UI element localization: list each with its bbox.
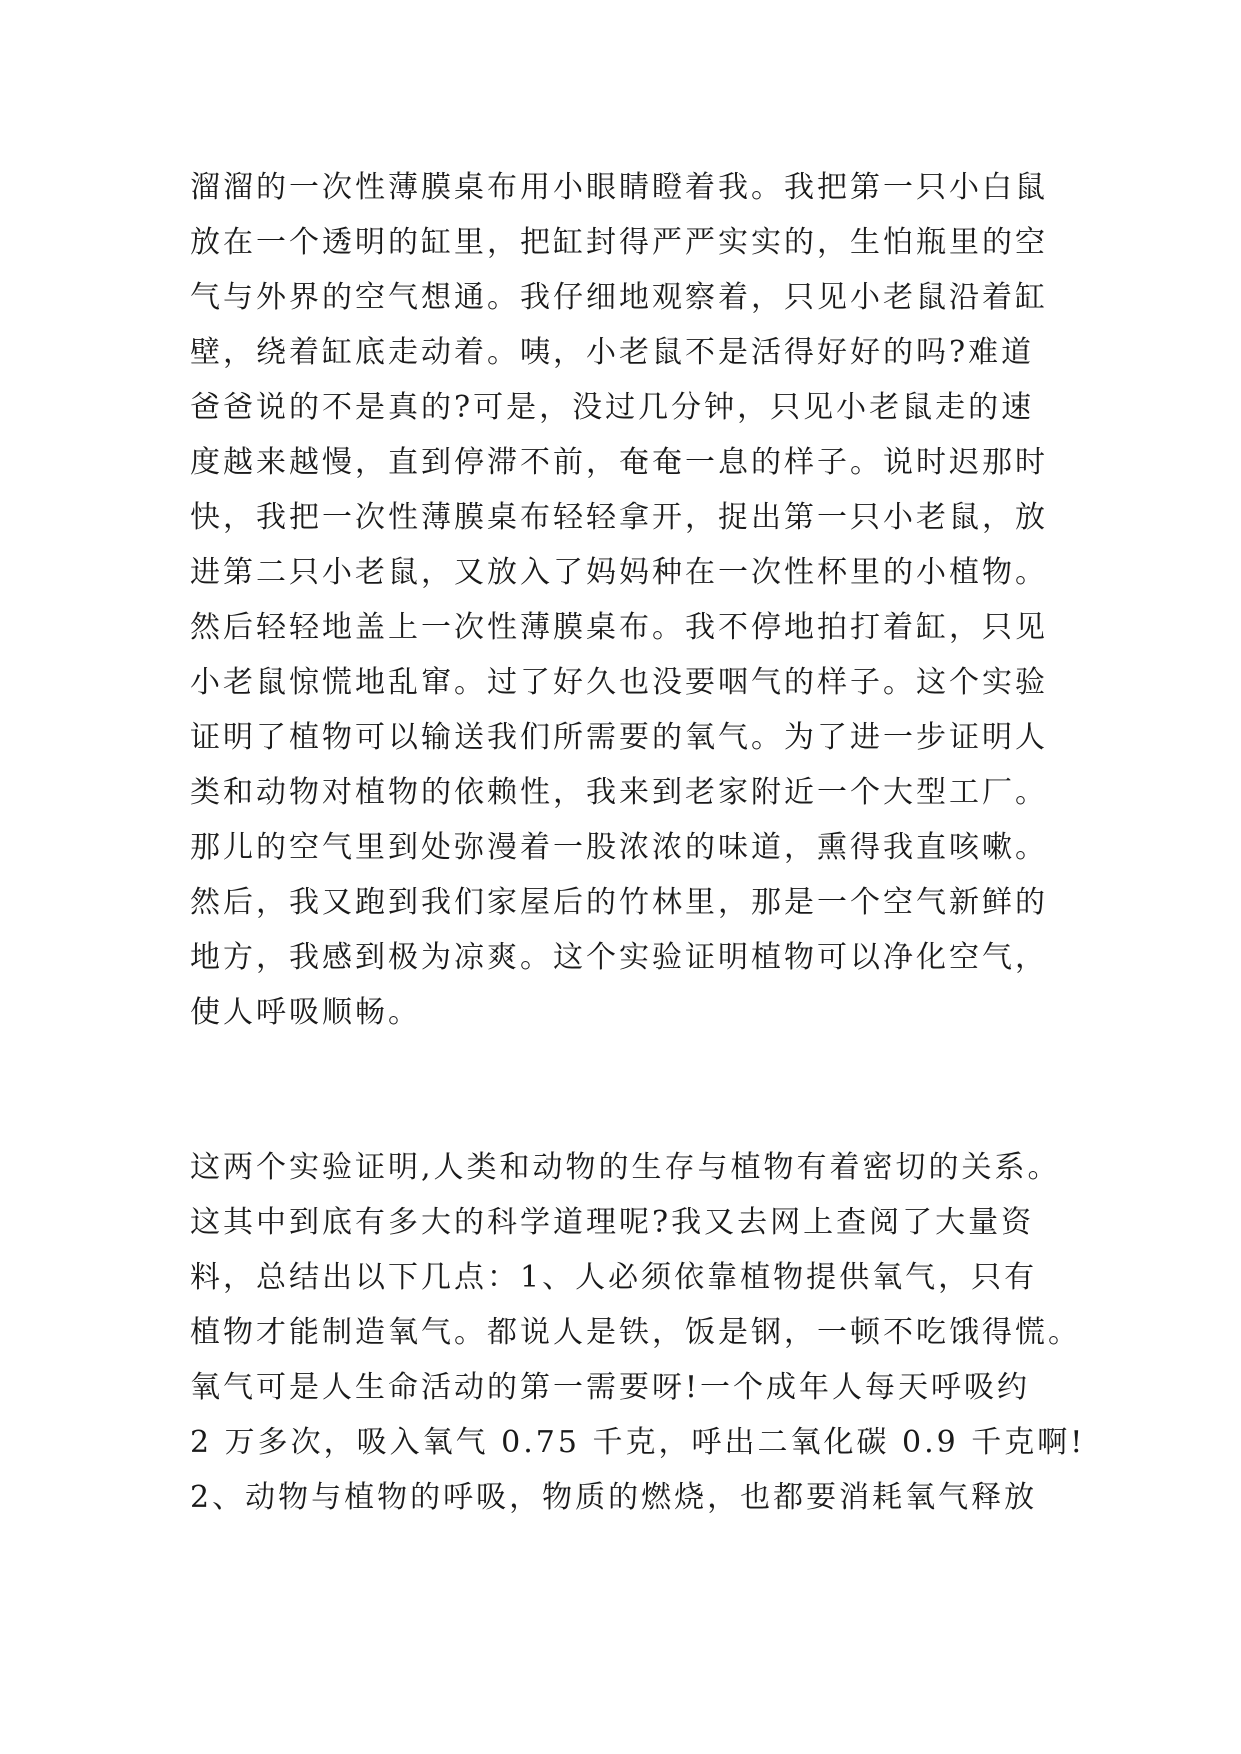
text-line: 小老鼠惊慌地乱窜。过了好久也没要咽气的样子。这个实验 <box>190 665 1048 700</box>
text-line: 这两个实验证明,人类和动物的生存与植物有着密切的关系。 <box>190 1150 1061 1185</box>
text-line: 爸爸说的不是真的?可是，没过几分钟，只见小老鼠走的速 <box>190 390 1035 425</box>
text-line: 2、动物与植物的呼吸，物质的燃烧，也都要消耗氧气释放 <box>190 1480 1038 1515</box>
paragraph <box>190 1140 1086 1525</box>
text-line: 使人呼吸顺畅。 <box>190 995 421 1030</box>
text-line: 然后，我又跑到我们家屋后的竹林里，那是一个空气新鲜的 <box>190 885 1048 920</box>
text-line: 然后轻轻地盖上一次性薄膜桌布。我不停地拍打着缸，只见 <box>190 610 1048 645</box>
text-line: 放在一个透明的缸里，把缸封得严严实实的，生怕瓶里的空 <box>190 225 1048 260</box>
text-line: 快，我把一次性薄膜桌布轻轻拿开，捉出第一只小老鼠，放 <box>190 500 1048 535</box>
text-line: 证明了植物可以输送我们所需要的氧气。为了进一步证明人 <box>190 720 1048 755</box>
text-line: 类和动物对植物的依赖性，我来到老家附近一个大型工厂。 <box>190 775 1048 810</box>
text-line: 2 万多次，吸入氧气 0.75 千克，呼出二氧化碳 0.9 千克啊! <box>190 1425 1086 1460</box>
text-line: 这其中到底有多大的科学道理呢?我又去网上查阅了大量资 <box>190 1205 1035 1240</box>
text-line: 地方，我感到极为凉爽。这个实验证明植物可以净化空气， <box>190 940 1048 975</box>
text-line: 进第二只小老鼠，又放入了妈妈种在一次性杯里的小植物。 <box>190 555 1048 590</box>
text-line: 料，总结出以下几点：1、人必须依靠植物提供氧气，只有 <box>190 1260 1038 1295</box>
text-line: 那儿的空气里到处弥漫着一股浓浓的味道，熏得我直咳嗽。 <box>190 830 1048 865</box>
text-line: 壁，绕着缸底走动着。咦，小老鼠不是活得好好的吗?难道 <box>190 335 1035 370</box>
paragraph <box>190 160 1070 1040</box>
text-line: 溜溜的一次性薄膜桌布用小眼睛瞪着我。我把第一只小白鼠 <box>190 170 1048 205</box>
text-line: 氧气可是人生命活动的第一需要呀!一个成年人每天呼吸约 <box>190 1370 1031 1405</box>
text-line: 度越来越慢，直到停滞不前，奄奄一息的样子。说时迟那时 <box>190 445 1048 480</box>
text-line: 气与外界的空气想通。我仔细地观察着，只见小老鼠沿着缸 <box>190 280 1048 315</box>
text-line: 植物才能制造氧气。都说人是铁，饭是钢，一顿不吃饿得慌。 <box>190 1315 1081 1350</box>
